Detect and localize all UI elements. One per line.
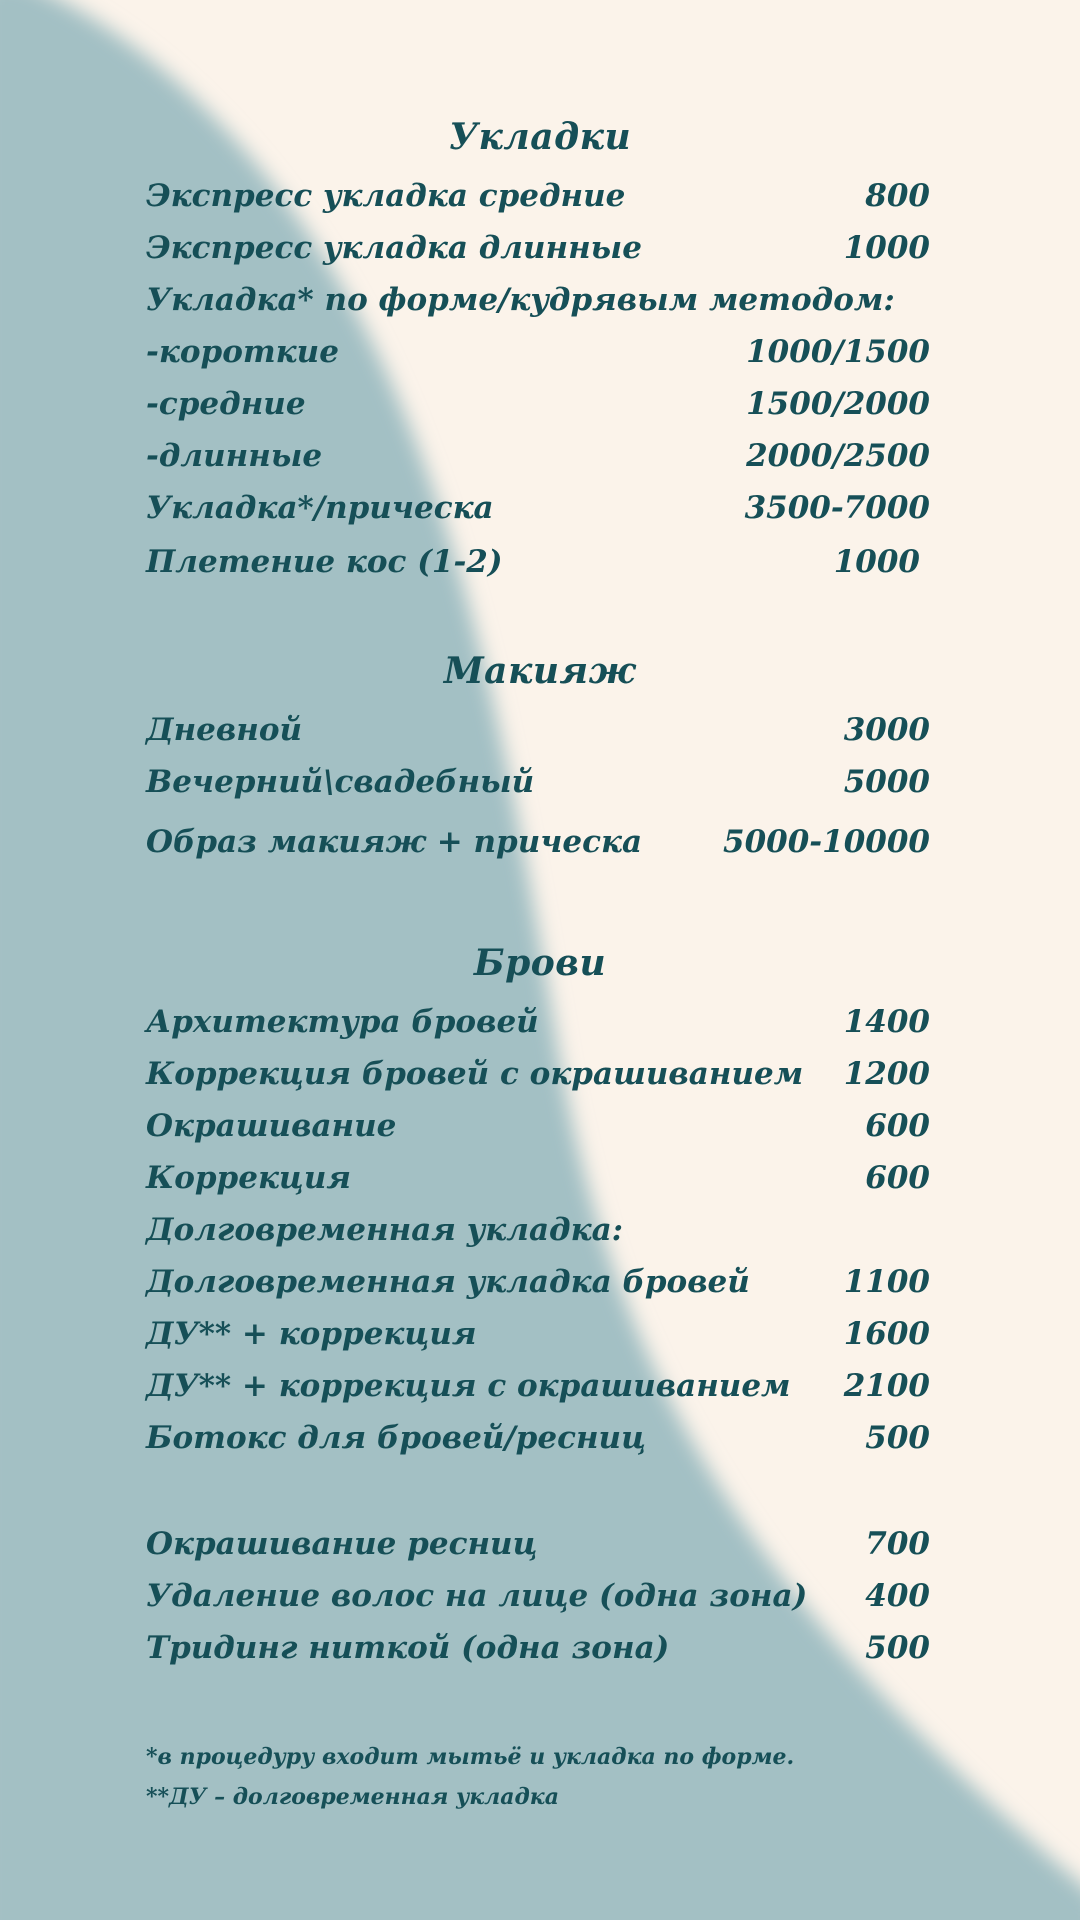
service-price: 1000/1500 [746,334,930,370]
service-label: Окрашивание ресниц [146,1526,538,1562]
price-row [146,1052,930,1096]
service-label: Окрашивание [146,1108,397,1144]
service-price: 2100 [843,1368,930,1404]
service-label: Удаление волос на лице (одна зона) [146,1578,808,1614]
service-price: 1100 [843,1264,930,1300]
service-label: -длинные [146,438,323,474]
service-price: 500 [865,1630,930,1666]
footnote-styling: *в процедуру входит мытьё и укладка по форме. [146,1744,795,1770]
price-row [146,278,930,322]
service-label: Образ макияж + прическа [146,824,643,860]
price-row [146,1364,930,1408]
service-label: -короткие [146,334,339,370]
service-price: 500 [865,1420,930,1456]
service-label: Архитектура бровей [146,1004,539,1040]
price-row [146,382,930,426]
service-label: Тридинг ниткой (одна зона) [146,1630,670,1666]
service-label: ДУ** + коррекция [146,1316,477,1352]
price-row [146,1416,930,1460]
service-label: Долговременная укладка: [146,1212,624,1248]
service-price: 400 [865,1578,930,1614]
price-row [146,708,930,752]
price-row [146,760,930,804]
service-price: 1600 [843,1316,930,1352]
price-row [146,1626,930,1670]
service-price: 1000 [833,544,920,580]
price-row [146,1208,930,1252]
price-row [146,434,930,478]
service-label: Экспресс укладка длинные [146,230,642,266]
service-price: 5000-10000 [723,824,930,860]
service-price: 1200 [843,1056,930,1092]
price-row [146,1156,930,1200]
section-title-brows: Брови [473,942,607,984]
service-price: 600 [865,1160,930,1196]
price-row [146,1574,930,1618]
service-label: -средние [146,386,306,422]
service-price: 1000 [843,230,930,266]
service-price: 800 [865,178,930,214]
service-label: Коррекция [146,1160,352,1196]
service-label: Дневной [146,712,303,748]
price-row [146,330,930,374]
section-title-makeup: Макияж [443,650,637,692]
price-row [146,486,930,530]
service-price: 600 [865,1108,930,1144]
price-row [146,540,930,584]
price-row [146,820,930,864]
service-price: 3000 [843,712,930,748]
service-label: Экспресс укладка средние [146,178,626,214]
service-label: Долговременная укладка бровей [146,1264,750,1300]
section-title-styling: Укладки [448,116,632,158]
price-row [146,174,930,218]
service-price: 2000/2500 [746,438,930,474]
service-label: Плетение кос (1-2) [146,544,503,580]
service-label: Коррекция бровей с окрашиванием [146,1056,804,1092]
price-row [146,1104,930,1148]
price-row [146,1312,930,1356]
footnote-du: **ДУ – долговременная укладка [146,1784,559,1810]
price-row [146,1522,930,1566]
service-price: 700 [865,1526,930,1562]
service-price: 1400 [843,1004,930,1040]
service-label: ДУ** + коррекция с окрашиванием [146,1368,791,1404]
price-row [146,1000,930,1044]
price-row [146,226,930,270]
service-price: 1500/2000 [746,386,930,422]
service-label: Ботокс для бровей/ресниц [146,1420,646,1456]
service-price: 3500-7000 [744,490,930,526]
service-label: Укладка*/прическа [146,490,494,526]
service-price: 5000 [843,764,930,800]
service-label: Укладка* по форме/кудрявым методом: [146,282,895,318]
service-label: Вечерний\свадебный [146,764,535,800]
price-row [146,1260,930,1304]
